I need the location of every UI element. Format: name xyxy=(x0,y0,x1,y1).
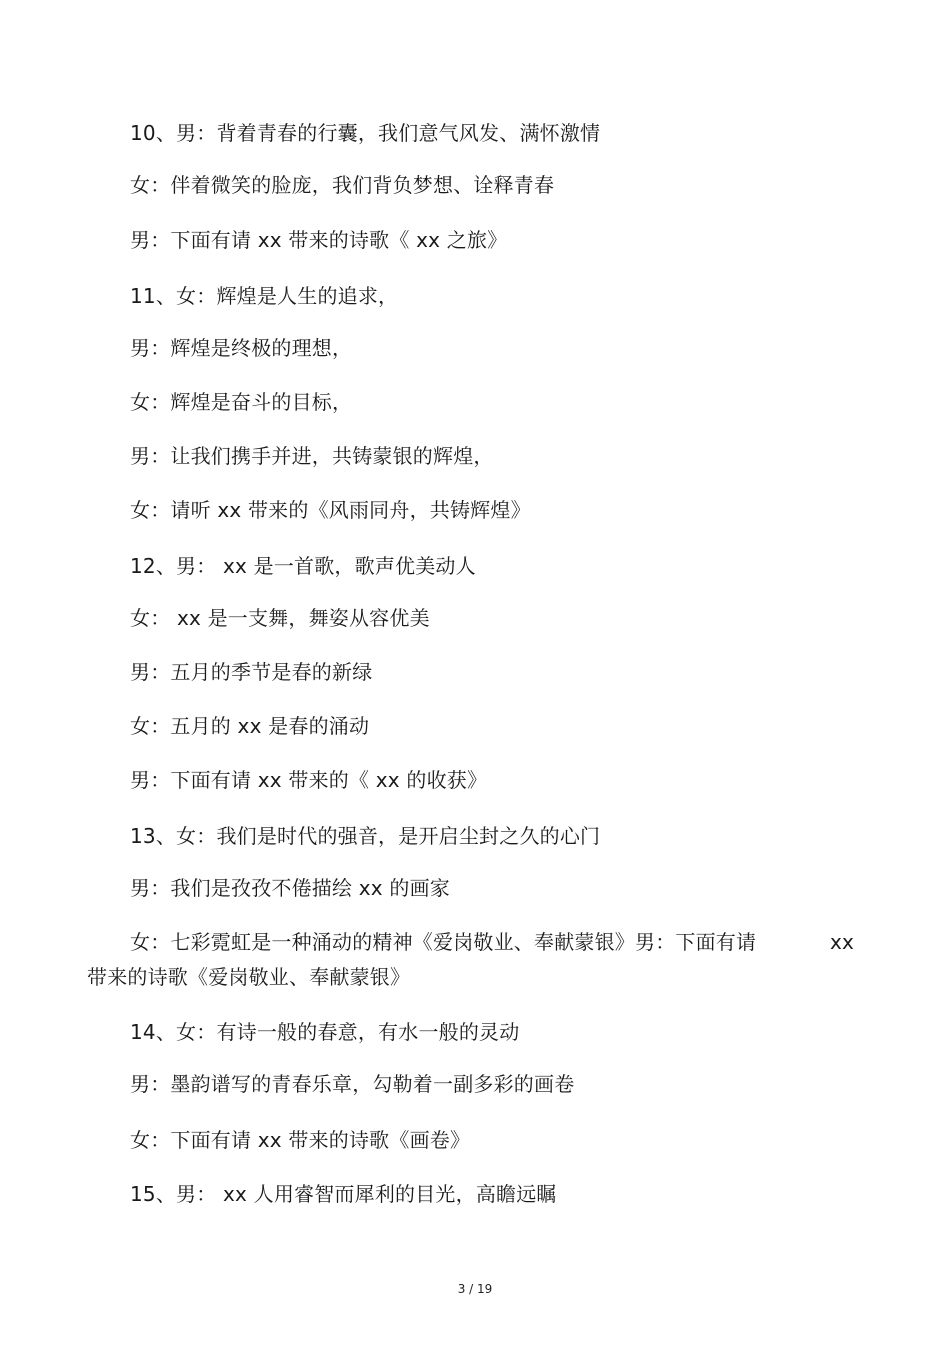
page-number: 3 / 19 xyxy=(457,1282,493,1296)
wrapped-paragraph-first-line: 女：七彩霓虹是一种涌动的精神《爱岗敬业、奉献蒙银》男：下面有请 xyxy=(130,930,757,954)
text-line: 10、男：背着青春的行囊，我们意气风发、满怀激情 xyxy=(130,121,601,145)
wrapped-paragraph-tail: xx xyxy=(830,930,855,954)
text-line: 男：下面有请 xx 带来的《 xx 的收获》 xyxy=(130,768,488,792)
wrapped-paragraph-second-line: 带来的诗歌《爱岗敬业、奉献蒙银》 xyxy=(87,965,411,989)
text-line: 女：请听 xx 带来的《风雨同舟，共铸辉煌》 xyxy=(130,498,531,522)
text-line: 15、男： xx 人用睿智而犀利的目光，高瞻远瞩 xyxy=(130,1182,557,1206)
text-line: 12、男： xx 是一首歌，歌声优美动人 xyxy=(130,554,476,578)
text-line: 男：墨韵谱写的青春乐章，勾勒着一副多彩的画卷 xyxy=(130,1072,575,1096)
text-line: 女：辉煌是奋斗的目标， xyxy=(130,390,353,414)
text-line: 女：下面有请 xx 带来的诗歌《画卷》 xyxy=(130,1128,471,1152)
text-line: 14、女：有诗一般的春意，有水一般的灵动 xyxy=(130,1020,520,1044)
text-line: 13、女：我们是时代的强音，是开启尘封之久的心门 xyxy=(130,824,601,848)
text-line: 男：我们是孜孜不倦描绘 xx 的画家 xyxy=(130,876,450,900)
text-line: 女：伴着微笑的脸庞，我们背负梦想、诠释青春 xyxy=(130,173,555,197)
text-line: 男：让我们携手并进，共铸蒙银的辉煌， xyxy=(130,444,494,468)
text-line: 女：五月的 xx 是春的涌动 xyxy=(130,714,370,738)
text-line: 男：辉煌是终极的理想， xyxy=(130,336,353,360)
text-line: 男：五月的季节是春的新绿 xyxy=(130,660,373,684)
text-line: 女： xx 是一支舞，舞姿从容优美 xyxy=(130,606,430,630)
text-line: 男：下面有请 xx 带来的诗歌《 xx 之旅》 xyxy=(130,228,508,252)
text-line: 11、女：辉煌是人生的追求， xyxy=(130,284,399,308)
